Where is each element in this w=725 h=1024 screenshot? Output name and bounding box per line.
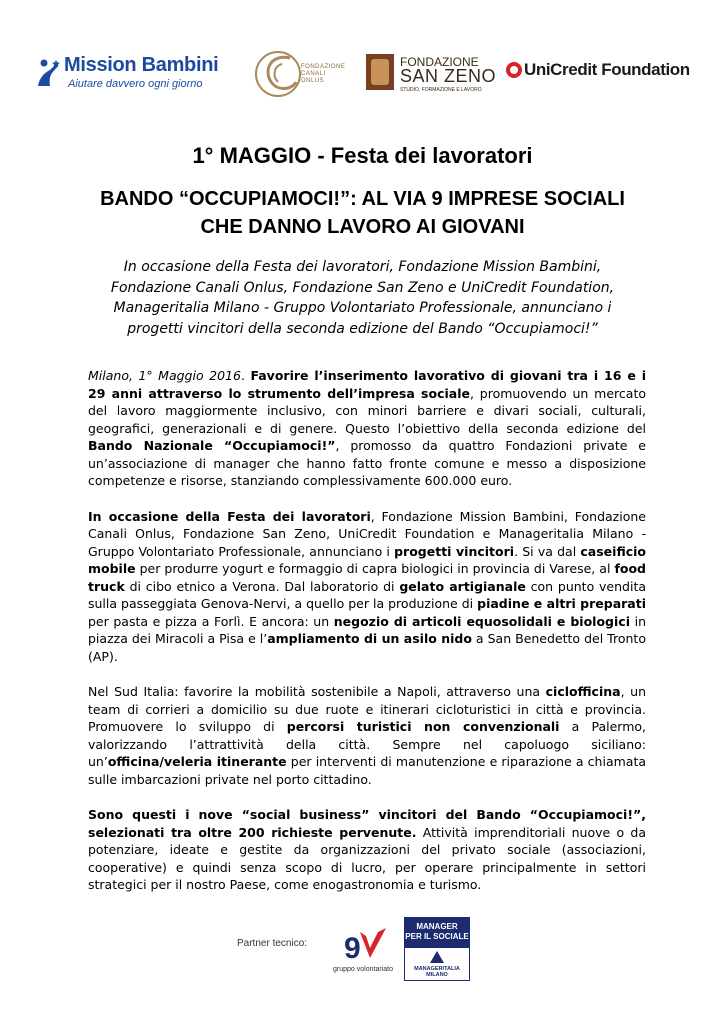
mission-bambini-name: Mission Bambini [64, 54, 219, 76]
bold-span: officina/veleria itinerante [107, 754, 287, 769]
bold-span: progetti vincitori [394, 543, 515, 559]
manageritalia-brand [405, 966, 469, 978]
manager-text [405, 918, 469, 948]
san-zeno-line2: SAN ZENO [400, 66, 497, 86]
bold-span: percorsi turistici non convenzionali [286, 719, 560, 734]
bold-span: Sono questi i nove “social business” vincitori del Bando “Occupiamoci!”, selezionati tra oltre 200 richieste pervenute. [88, 807, 646, 840]
partner-label: Partner tecnico: [237, 938, 308, 949]
bold-span: caseificio mobile [88, 543, 646, 576]
header-logos [36, 46, 696, 102]
bold-span: ciclofficina [545, 684, 621, 699]
bold-span: In occasione della Festa dei lavoratori [88, 508, 371, 524]
bold-span: negozio di articoli equosolidali e biologici [333, 613, 630, 629]
text-span: . [240, 368, 251, 383]
manager-line2: PER IL SOCIALE [405, 932, 469, 941]
unicredit-foundation-logo [506, 60, 696, 84]
gruppo-emblem-icon [330, 922, 396, 966]
fondazione-san-zeno-logo [366, 54, 496, 96]
text-span: a San Benedetto del Tronto (AP). [88, 631, 646, 664]
text-span: Attività imprenditoriali nuove o da potenziare, ideate e gestite da organizzazioni del privato sociale (associazioni, cooperative) e quindi senza scopo di lucro, per operare principalmente in settori strategici per il nostro Paese, come enogastronomia e turismo. [88, 824, 646, 892]
san-zeno-line3: STUDIO, FORMAZIONE E LAVORO [400, 87, 482, 93]
text-span: in piazza dei Miracoli a Pisa e l’ [88, 613, 646, 646]
unicredit-emblem-icon [506, 62, 522, 78]
manager-line1: MANAGER [416, 922, 458, 931]
text-span: con punto vendita sulla passeggiata Genova-Nervi, a quello per la produzione di [88, 578, 647, 611]
manager-per-il-sociale-logo [404, 917, 470, 981]
text-span: Nel Sud Italia: favorire la mobilità sostenibile a Napoli, attraverso una [88, 684, 546, 699]
manageritalia-name: MANAGERITALIA [414, 966, 460, 972]
text-span: , promosso da quattro Fondazioni private e un’associazione di manager che hanno fatto fronte comune e messo a disposizione competenze e risorse, stanziando complessivamente 600.000 euro. [88, 438, 646, 488]
text-span: , un team di corrieri a domicilio su due ruote e itinerari cicloturistici in città e provincia. Promuovere lo sviluppo di [88, 684, 646, 734]
mission-bambini-tagline: Aiutare davvero ogni giorno [68, 78, 203, 90]
svg-text:9: 9 [344, 932, 361, 965]
bold-span: food truck [88, 561, 646, 594]
bold-span: Favorire l’inserimento lavorativo di giovani tra i 16 e i 29 anni attraverso lo strumento dell’impresa sociale [88, 368, 646, 401]
child-figure-icon [36, 58, 62, 88]
canali-line2: CANALI [301, 71, 326, 77]
paragraph-4 [88, 806, 646, 894]
canali-text [301, 64, 345, 85]
paragraph-1 [88, 367, 646, 490]
page-title: 1° MAGGIO - Festa dei lavoratori [192, 143, 533, 168]
bold-span: gelato artigianale [399, 578, 526, 594]
fondazione-canali-logo [252, 46, 352, 102]
gruppo-text: gruppo volontariato [333, 966, 393, 973]
article-body [88, 367, 646, 912]
mission-bambini-logo [36, 54, 236, 94]
text-span: , Fondazione Mission Bambini, Fondazione Canali Onlus, Fondazione San Zeno, UniCredit Foundation e Manageritalia Milano - Gruppo Volontariato Professionale, annunciano i [88, 508, 646, 559]
dateline: Milano, 1° Maggio 2016 [88, 368, 241, 383]
san-zeno-line1: FONDAZIONE [400, 55, 479, 69]
manageritalia-city: MILANO [426, 972, 448, 978]
headline: BANDO “OCCUPIAMOCI!”: AL VIA 9 IMPRESE SOCIALI CHE DANNO LAVORO AI GIOVANI [100, 188, 625, 238]
text-span: , promuovendo un mercato del lavoro maggiormente inclusivo, con minori barriere e divari sociali, culturali, geografici, generazionali e di genere. Questo l’obiettivo della seconda edizione del [88, 385, 646, 436]
bold-span: ampliamento di un asilo nido [267, 631, 472, 646]
text-span: . Si va dal [514, 543, 581, 559]
text-span: per pasta e pizza a Forlì. E ancora: un [88, 613, 334, 629]
text-span: per produrre yogurt e formaggio di capra biologici in provincia di Varese, al [135, 561, 615, 576]
gruppo-volontariato-logo [330, 922, 396, 982]
paragraph-2 [88, 508, 646, 666]
unicredit-name: UniCredit Foundation [524, 60, 690, 79]
canali-line1: FONDAZIONE [301, 64, 346, 70]
text-span: a Palermo, valorizzando l’attrattività della città. Sempre nel capoluogo siciliano: un’ [88, 719, 646, 769]
subtitle: In occasione della Festa dei lavoratori, Fondazione Mission Bambini, Fondazione Canali Onlus, Fondazione San Zeno e UniCredit Foundation, Manageritalia Milano - Gruppo Volontariato Professionale, annunciano i progetti vincitori della seconda edizione del Bando “Occupiamoci!” [110, 259, 615, 337]
manageritalia-emblem-icon [430, 951, 444, 963]
paragraph-3 [88, 683, 646, 788]
text-span: di cibo etnico a Verona. Dal laboratorio di [124, 578, 400, 594]
bold-span: piadine e altri preparati [477, 596, 646, 611]
canali-line3: ONLUS [301, 78, 325, 84]
san-zeno-emblem-icon [366, 54, 394, 90]
text-span: per interventi di manutenzione e riparazione a chiamata sulle imbarcazioni private nel porto cittadino. [88, 754, 647, 787]
bold-span: Bando Nazionale “Occupiamoci!” [88, 438, 336, 453]
